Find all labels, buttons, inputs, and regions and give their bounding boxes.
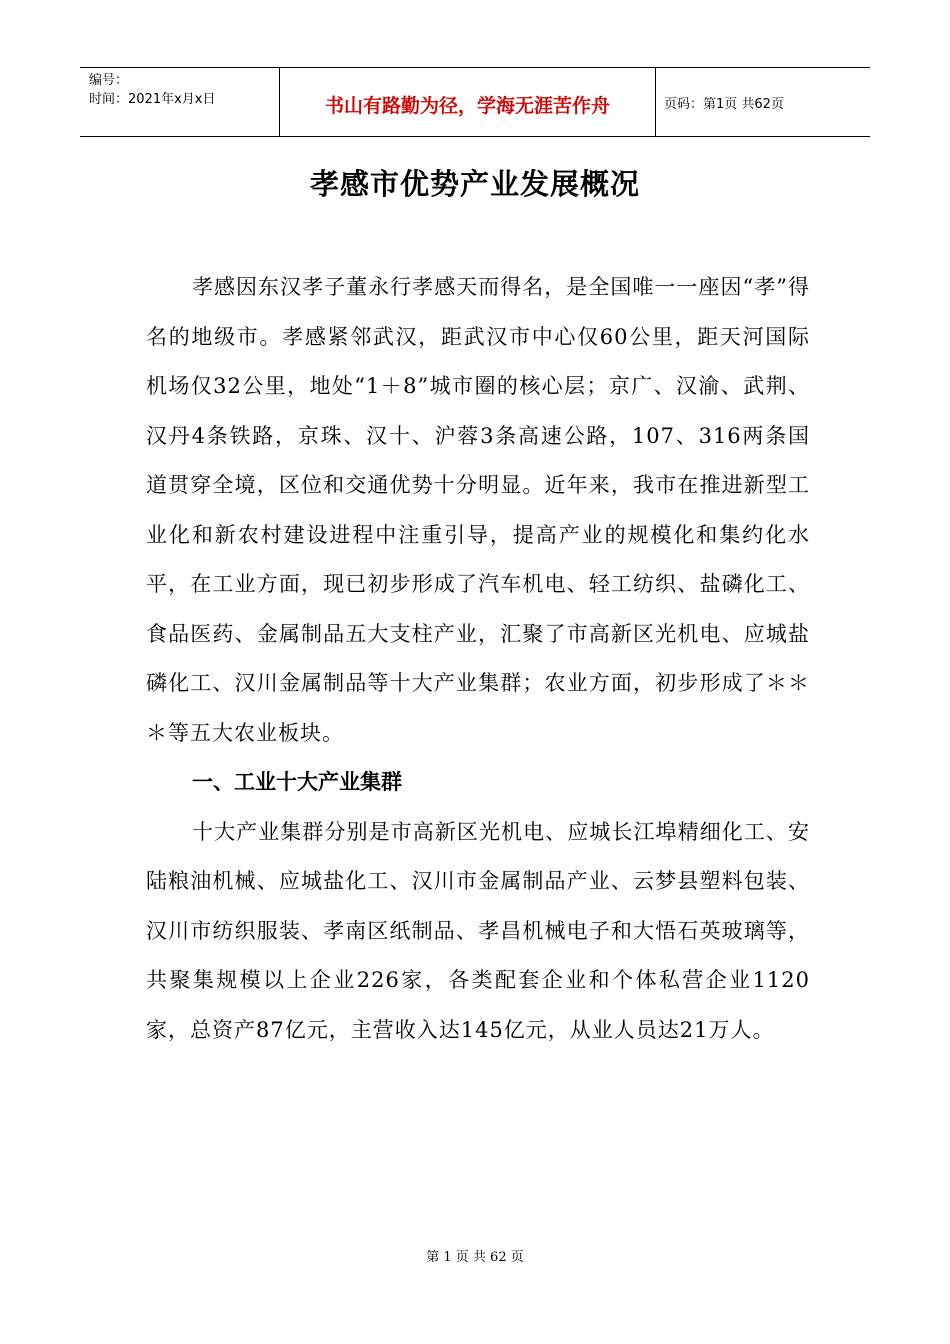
body-paragraph: 孝感因东汉孝子董永行孝感天而得名，是全国唯一一座因“孝”得名的地级市。孝感紧邻武汉，距武汉市中心仅60公里，距天河国际机场仅32公里，地处“1＋8”城市圈的核心层；京广、汉渝、武荆、汉丹4条铁路，京珠、汉十、沪蓉3条高速公路，107、316两条国道贯穿全境，区位和交通优势十分明显。近年来，我市在推进新型工业化和新农村建设进程中注重引导，提高产业的规模化和集约化水平，在工业方面，现已初步形成了汽车机电、轻工纺织、盐磷化工、食品医药、金属制品五大支柱产业，汇聚了市高新区光机电、应城盐磷化工、汉川金属制品等十大产业集群；农业方面，初步形成了＊＊＊等五大农业板块。 bbox=[146, 275, 810, 745]
header-page-info: 页码：第1页 共62页 bbox=[664, 96, 784, 112]
section-heading: 一、工业十大产业集群 bbox=[192, 770, 402, 794]
body-paragraph: 十大产业集群分别是市高新区光机电、应城长江埠精细化工、安陆粮油机械、应城盐化工、汉川市金属制品产业、云梦县塑料包装、汉川市纺织服装、孝南区纸制品、孝昌机械电子和大悟石英玻璃等，共聚集规模以上企业226家，各类配套企业和个体私营企业1120家，总资产87亿元，主营收入达145亿元，从业人员达21万人。 bbox=[146, 819, 810, 1042]
document-body bbox=[146, 263, 810, 1055]
document-title: 孝感市优势产业发展概况 bbox=[309, 167, 640, 201]
document-header bbox=[80, 67, 870, 137]
header-motto: 书山有路勤为径，学海无涯苦作舟 bbox=[280, 68, 656, 136]
document-date-label: 时间：2021年x月x日 bbox=[89, 92, 216, 107]
document-number-label: 编号： bbox=[89, 73, 129, 88]
header-meta bbox=[80, 68, 280, 136]
page-footer: 第 1 页 共 62 页 bbox=[426, 1250, 524, 1265]
